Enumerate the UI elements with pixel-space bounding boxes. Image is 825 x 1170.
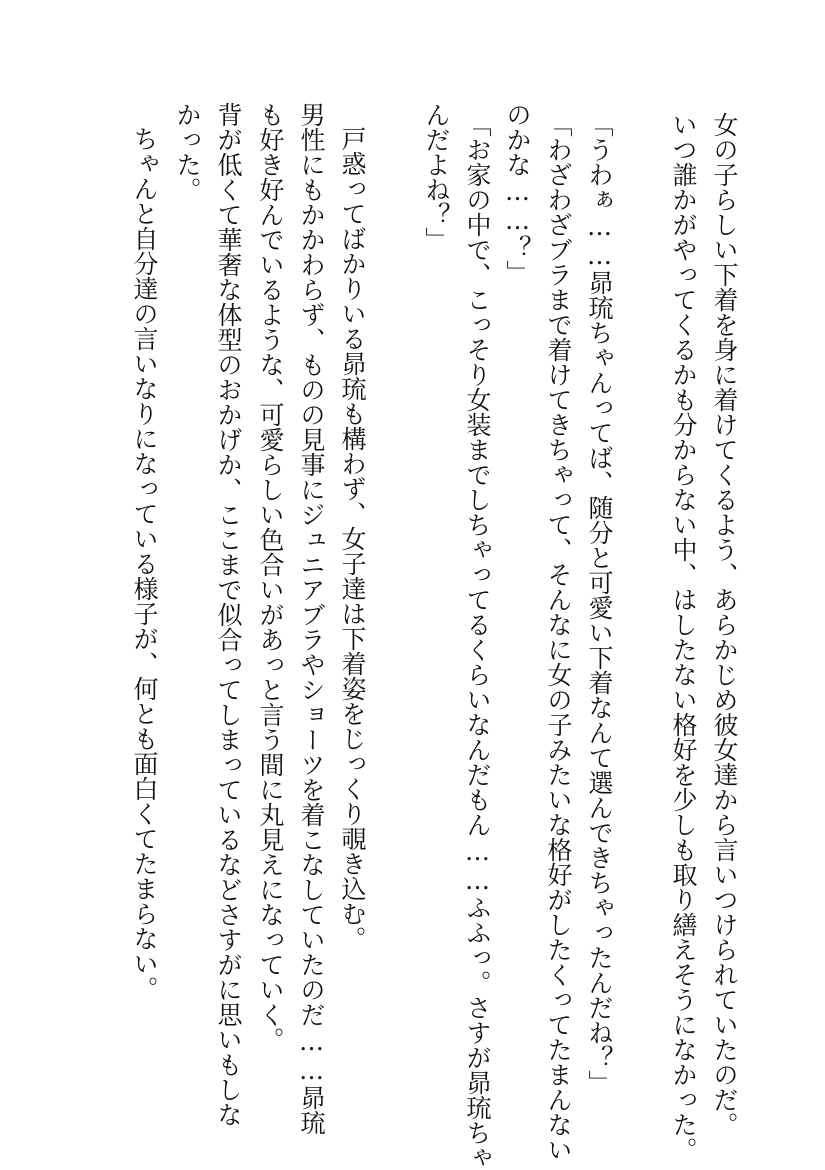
text-column-4: 「わざわざブラまで着けてきちゃって、そんなに女の子みたいな格好がしたくってたまんない bbox=[544, 112, 573, 1162]
text-column-8: 戸惑ってばかりいる昴琉も構わず、女子達は下着姿をじっくり覗き込む。 bbox=[338, 126, 367, 951]
text-column-6: 「お家の中で、こっそり女装までしちゃってるくらいなんだもん……ふふっ。さすが昴琉ちゃ bbox=[463, 112, 492, 1170]
text-column-11: 背が低くて華奢な体型のおかげか、ここまで似合ってしまっているなどさすがに思いもしな bbox=[214, 102, 243, 1127]
text-column-7: んだよね？」 bbox=[422, 102, 451, 252]
text-column-2: いつ誰かがやってくるかも分からない中、はしたない格好を少しも取り繕えそうになかった。 bbox=[669, 112, 698, 1162]
text-column-12: かった。 bbox=[173, 102, 202, 202]
text-column-1: 女の子らしい下着を身に着けてくるよう、あらかじめ彼女達から言いつけられていたのだ。 bbox=[710, 112, 739, 1137]
text-column-13: ちゃんと自分達の言いなりになっている様子が、何とも面白くてたまらない。 bbox=[130, 126, 159, 1001]
text-column-9: 男性にもかかわらず、ものの見事にジュニアブラやショーツを着こなしていたのだ……昴琉 bbox=[297, 102, 326, 1135]
text-column-3: 「うわぁ……昴琉ちゃんってば、随分と可愛い下着なんて選んできちゃったんだね？」 bbox=[585, 112, 614, 1095]
text-column-5: のかな……？」 bbox=[503, 102, 532, 285]
text-column-10: も好き好んでいるような、可愛らしい色合いがあっと言う間に丸見えになっていく。 bbox=[256, 102, 285, 1052]
